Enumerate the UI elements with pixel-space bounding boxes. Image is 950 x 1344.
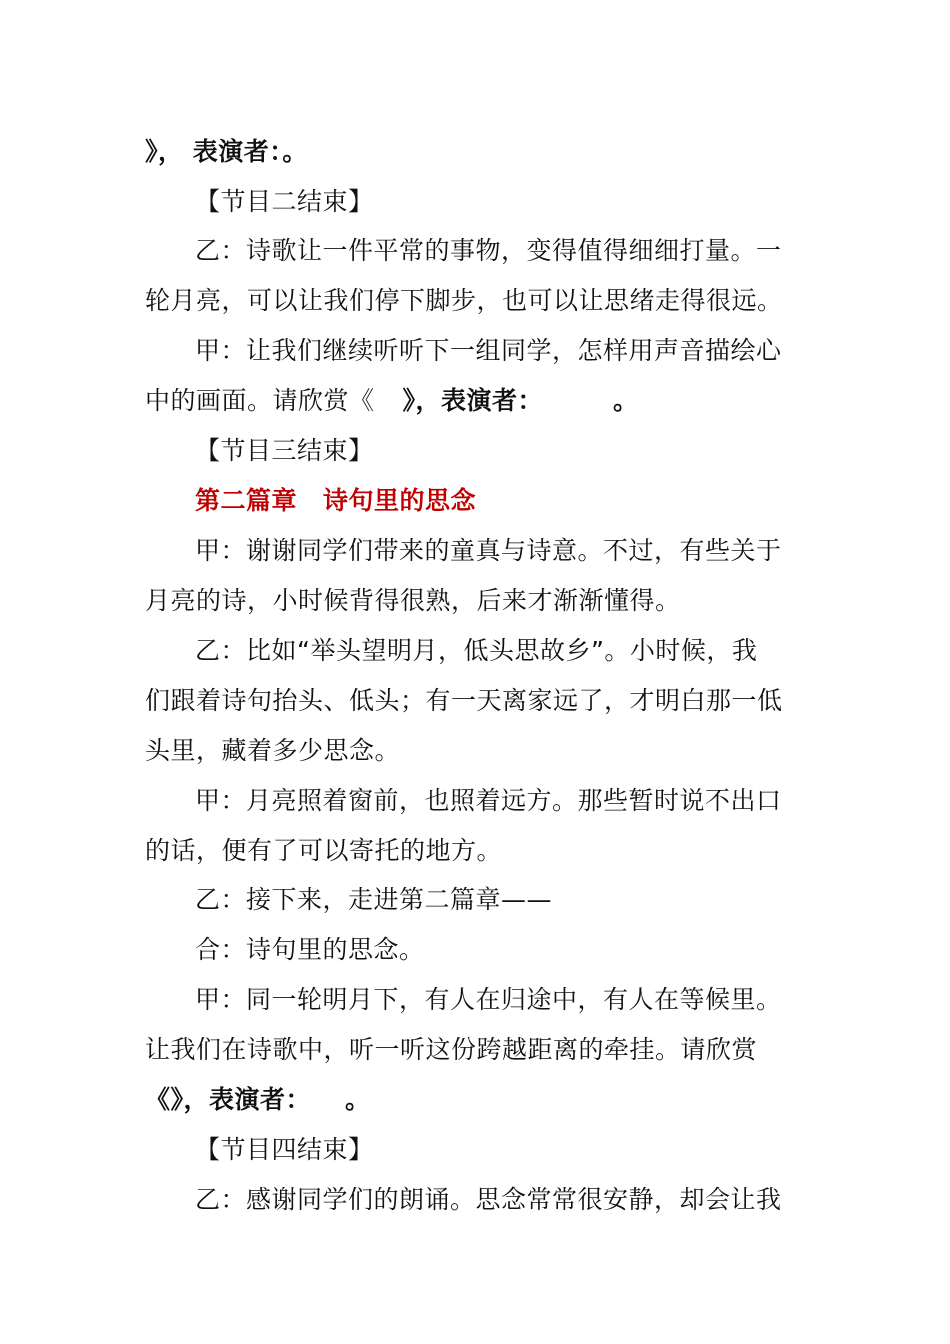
dialogue-line: 让我们在诗歌中，听一听这份跨越距离的牵挂。请欣赏 [145,1035,758,1064]
dialogue-line: 甲：让我们继续听听下一组同学，怎样用声音描绘心 [195,336,782,365]
dialogue-line: 甲：同一轮明月下，有人在归途中，有人在等候里。 [195,985,782,1014]
dialogue-line: 甲：谢谢同学们带来的童真与诗意。不过，有些关于 [195,536,782,565]
dialogue-line: 乙：接下来，走进第二篇章—— [195,885,553,914]
program-end-marker: 【节目三结束】 [195,436,374,465]
dialogue-line: 甲：月亮照着窗前，也照着远方。那些暂时说不出口 [195,786,782,815]
invitation-text: 中的画面。请欣赏《 [145,386,375,415]
performer-end: 。 [282,137,308,166]
performer-line-1 [145,136,308,168]
dialogue-line: 的话，便有了可以寄托的地方。 [145,836,503,865]
performer-label: 表演者： [209,1085,312,1114]
title-close-mark: 》， [145,137,184,166]
dialogue-line: 头里，藏着多少思念。 [145,736,401,765]
performer-label: 》，表演者： [402,386,544,415]
dialogue-line: 乙：感谢同学们的朗诵。思念常常很安静，却会让我 [195,1185,782,1214]
performer-label: 表演者： [192,137,283,166]
dialogue-line: 们跟着诗句抬头、低头；有一天离家远了，才明白那一低 [145,686,783,715]
performer-end: 。 [613,386,639,415]
program-end-marker: 【节目四结束】 [195,1135,374,1164]
performer-line-3 [145,1084,371,1116]
dialogue-line: 乙：诗歌让一件平常的事物，变得值得细细打量。一 [195,236,782,265]
dialogue-line: 乙：比如“举头望明月，低头思故乡”。小时候，我 [195,636,758,665]
chapter-heading [195,485,476,517]
dialogue-line: 月亮的诗，小时候背得很熟，后来才渐渐懂得。 [145,586,681,615]
chapter-number: 第二篇章 [195,486,298,515]
dialogue-line: 合：诗句里的思念。 [195,935,425,964]
performer-end: 。 [345,1085,371,1114]
program-end-marker: 【节目二结束】 [195,187,374,216]
dialogue-line: 轮月亮，可以让我们停下脚步，也可以让思绪走得很远。 [145,286,783,315]
invitation-line [145,385,639,417]
title-marks: 《》， [145,1085,210,1114]
chapter-title: 诗句里的思念 [323,486,477,515]
